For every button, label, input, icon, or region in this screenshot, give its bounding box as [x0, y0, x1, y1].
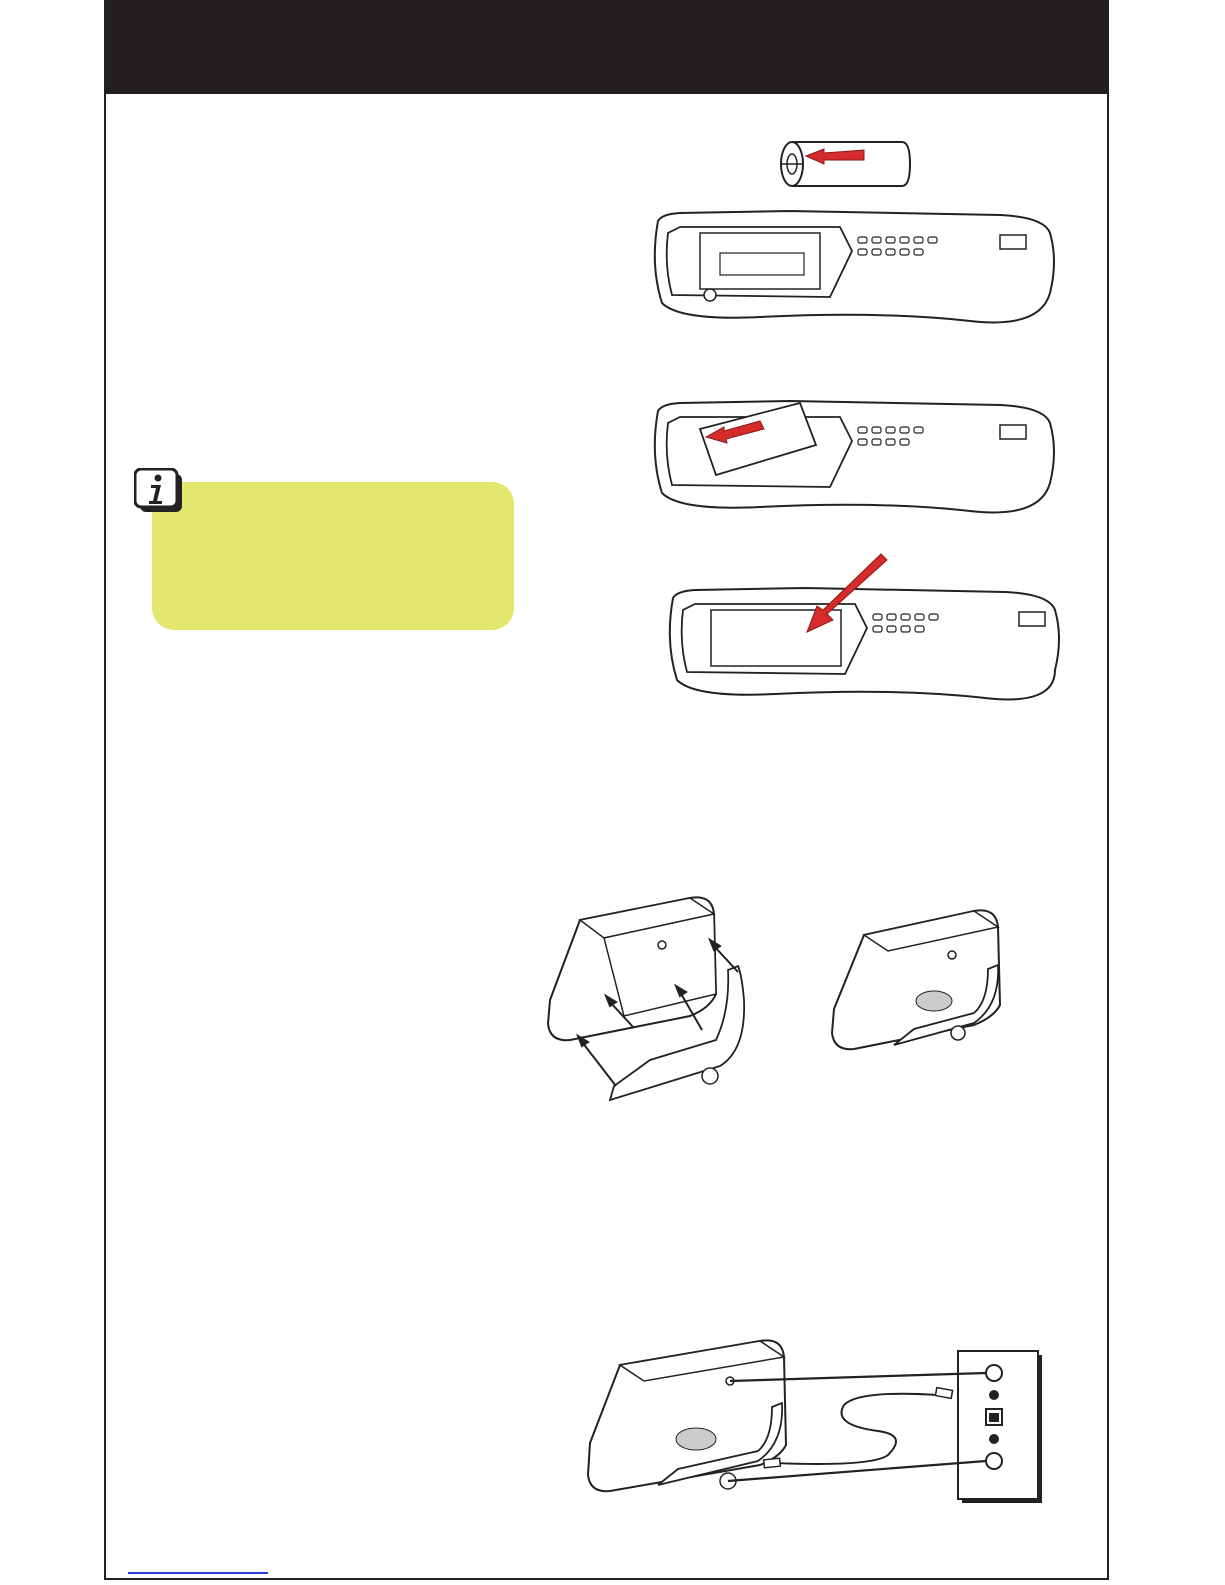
base-wall-connection-figure — [578, 1335, 1048, 1510]
note-box — [152, 482, 514, 630]
base-assembly-figure — [530, 890, 770, 1125]
info-icon — [134, 468, 184, 514]
footer-line — [106, 1578, 1107, 1580]
battery-figure — [778, 138, 913, 190]
header-bar — [106, 0, 1107, 94]
base-assembled-figure — [824, 905, 1014, 1075]
handset-figure-3 — [655, 552, 1075, 707]
footer-link[interactable] — [128, 1572, 268, 1574]
handset-figure-1 — [640, 205, 1060, 330]
handset-figure-2 — [640, 395, 1060, 520]
